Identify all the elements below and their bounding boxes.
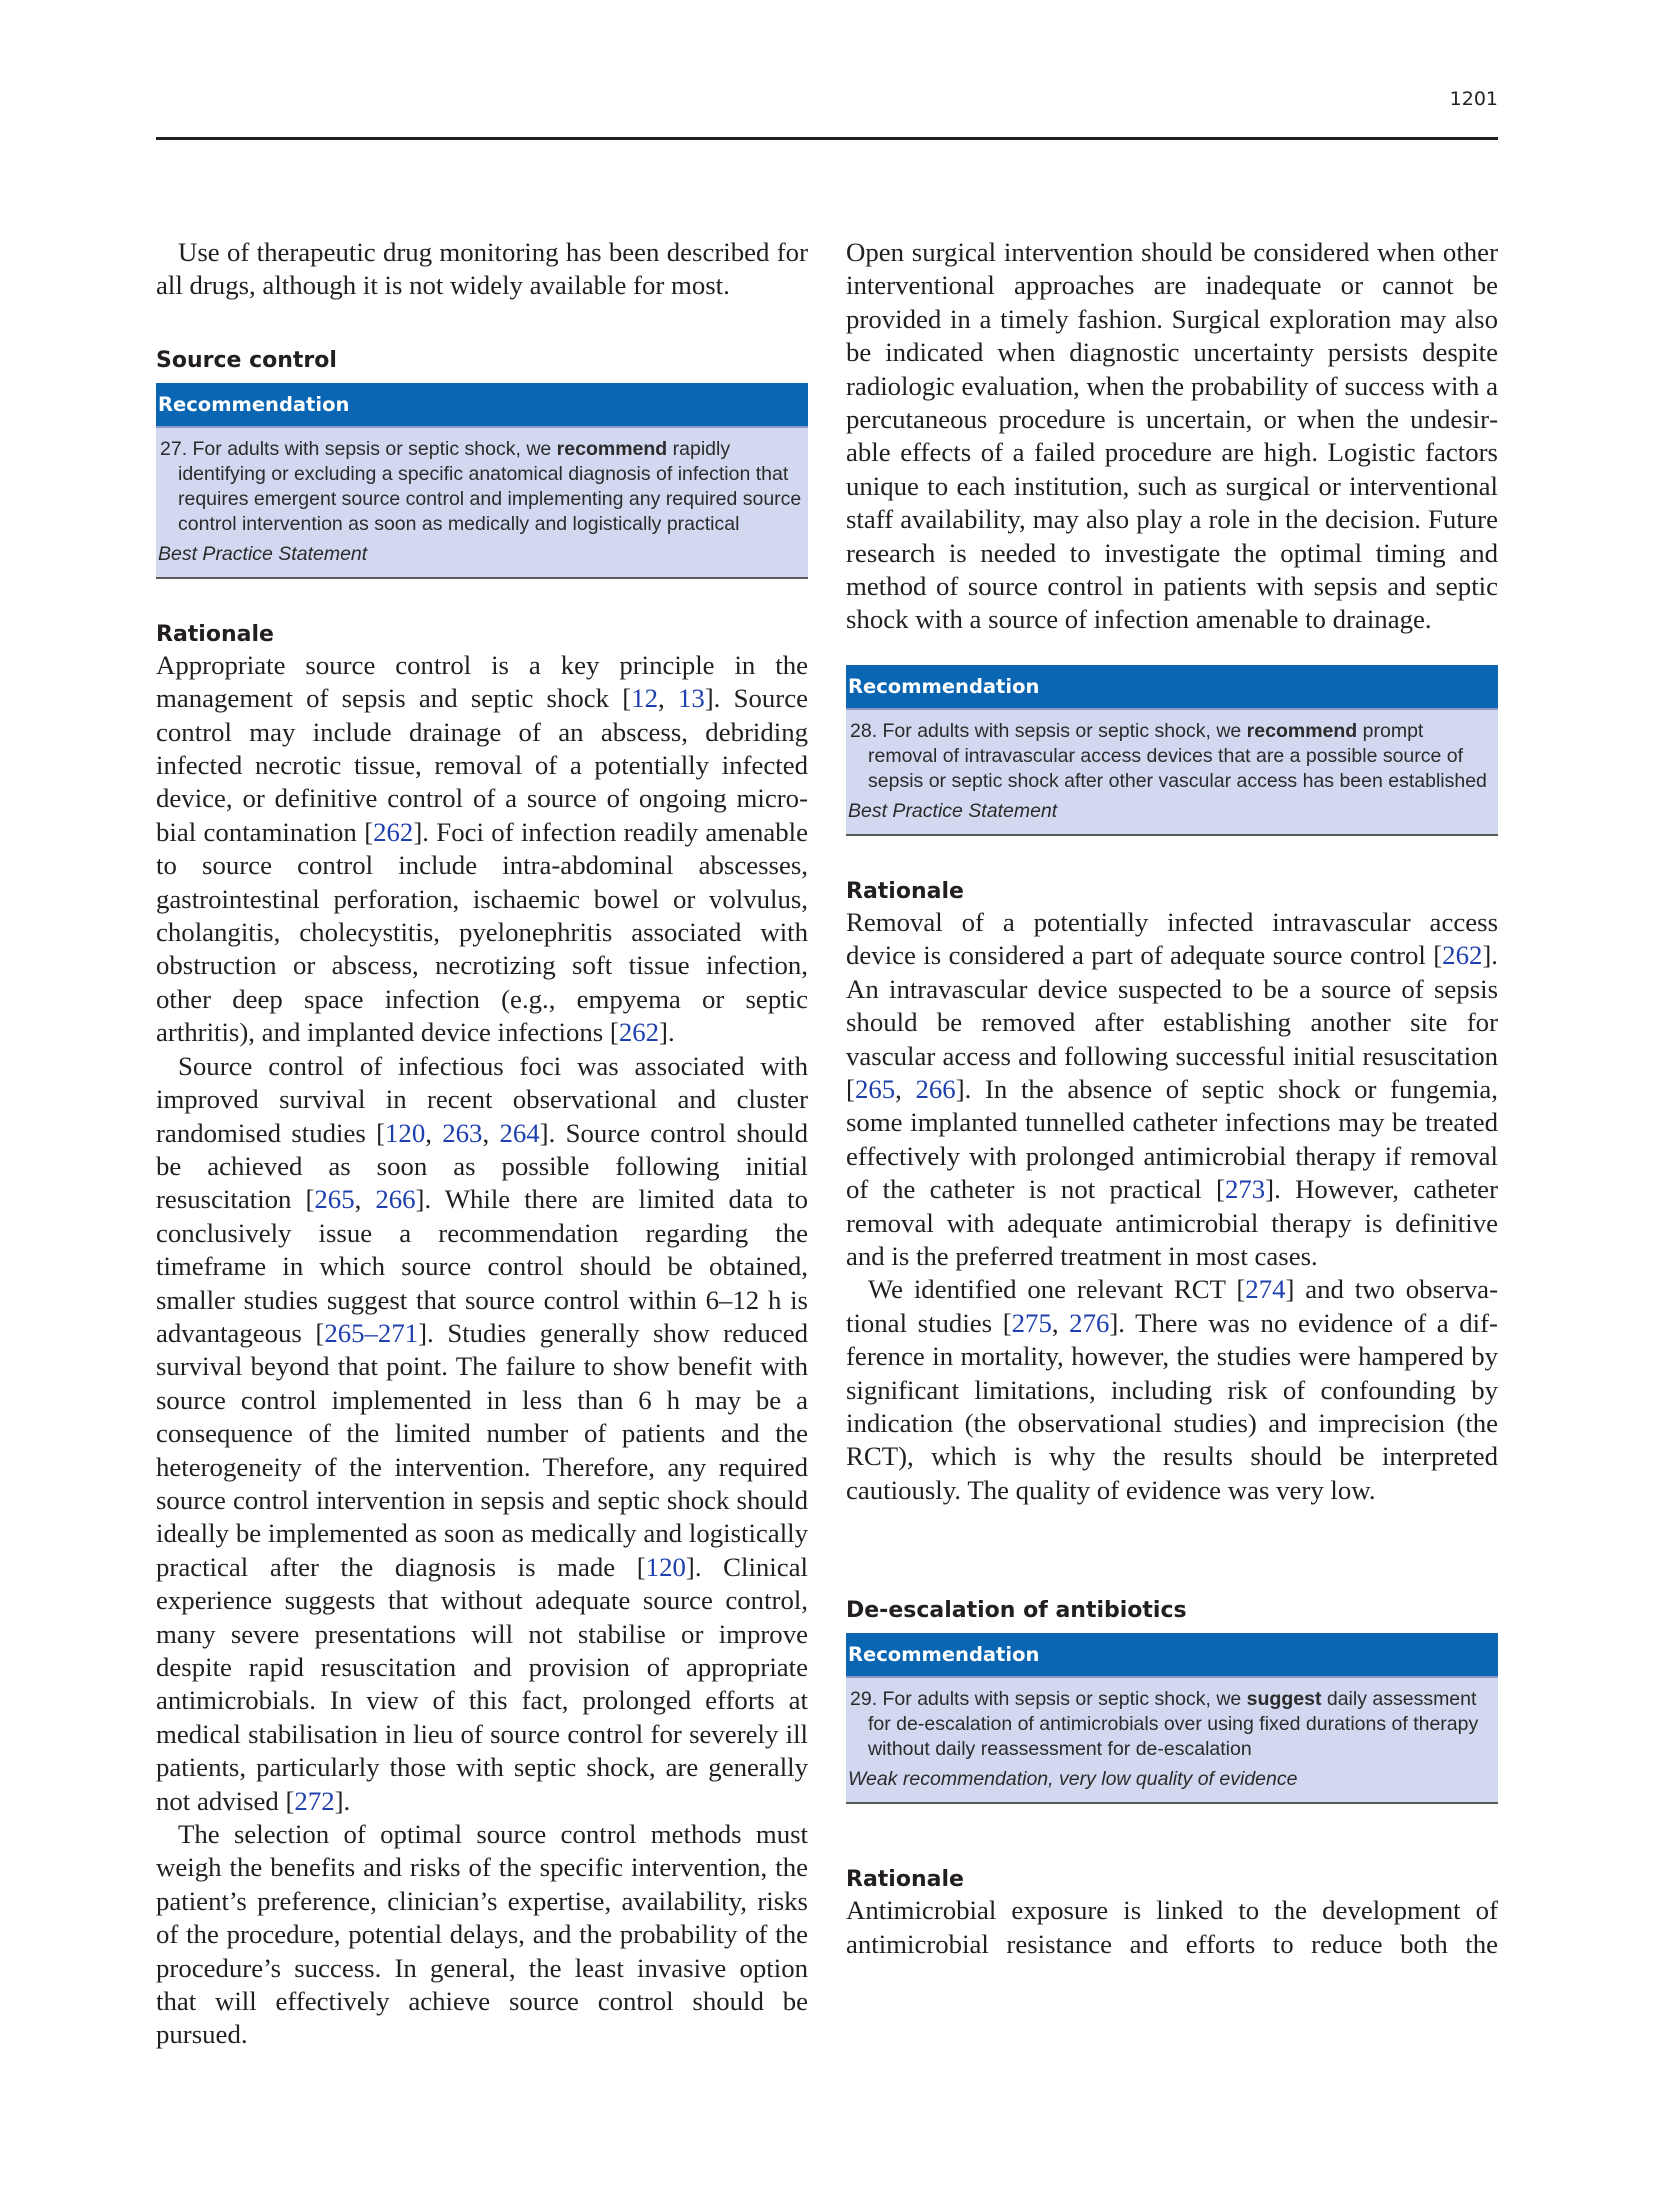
citation-link[interactable]: 12 [631,683,659,714]
left-column [156,236,808,2052]
recommendation-label: Recommendation [846,665,1498,710]
citation-link[interactable]: 263 [442,1117,483,1148]
section-heading-rationale: Rationale [156,621,274,647]
paragraph-rationale-evidence: We identified one relevant RCT [274] and two observational studies [275, 276]. There was no evidence of a difference in mortality, however, the studies were hampered by significant limitations, including risk of confounding by indication (the observational studies) and imprecision (the RCT), which is why the results should be interpreted cautiously. The quality of evidence was very low. [846,1274,1498,1505]
citation-link[interactable]: 120 [645,1551,686,1582]
citation-link[interactable]: 275 [1011,1307,1052,1338]
paragraph-rationale-catheter: Removal of a potentially infected intravascular access device is considered a part of adequate source control [262]. An intravascular device suspected to be a source of sepsis should be removed after establishing another site for vascular access and following successful initial resuscitation [265, 266]. In the absence of septic shock or fungemia, some implanted tunnelled catheter infections may be treated effectively with prolonged antimicrobial therapy if removal of the catheter is not practical [273]. However, catheter removal with adequate antimicrobial therapy is definitive and is the preferred treatment in most cases. [846,906,1498,1271]
citation-link[interactable]: 262 [1442,940,1483,971]
recommendation-grade-27: Best Practice Statement [158,542,368,565]
citation-link[interactable]: 265–271 [324,1317,419,1348]
section-heading-rationale: Rationale [846,1867,964,1893]
citation-link[interactable]: 272 [294,1785,335,1816]
paragraph-rationale-3: The selection of optimal source control methods must weigh the benefits and risks of the specific intervention, the patient’s preference, clinician’s expertise, availability, risks of the procedure, potential delays, and the probability of the procedure’s success. In general, the least invasive option that will effectively achieve source control should be pursued. [156,1819,808,2050]
recommendation-label: Recommendation [846,1633,1498,1678]
recommendation-text-28: 28. For adults with sepsis or septic shock, we recommend prompt removal of intravascular access devices that are a possible source of sepsis or septic shock after other vascular access has been established [850,719,1487,792]
strength-word: suggest [1246,1688,1322,1711]
paragraph-rationale-1: Appropriate source control is a key principle in the management of sepsis and septic shock [12, 13]. Source control may include drainage of an abscess, debriding infected necrotic tissue, removal of a potentially infected device, or definitive control of a source of ongoing microbial contamination [262]. Foci of infection readily amenable to source control include intra-abdominal abscesses, gastrointestinal perforation, ischaemic bowel or volvulus, cholangitis, cholecystitis, pyelonephritis associated with obstruction or abscess, necrotizing soft tissue infection, other deep space infection (e.g., empyema or septic arthritis), and implanted device infections [262]. [156,649,808,1048]
paragraph-rationale-antimicrobial: Antimicrobial exposure is linked to the development of antimicrobial resistance and efforts to reduce both the [846,1895,1498,1959]
citation-link[interactable]: 266 [375,1184,416,1215]
right-column [846,236,1498,1961]
recommendation-box-28 [846,665,1498,836]
recommendation-grade-29: Weak recommendation, very low quality of evidence [848,1768,1298,1791]
citation-link[interactable]: 276 [1069,1307,1110,1338]
section-heading-rationale: Rationale [846,878,964,904]
citation-link[interactable]: 120 [385,1117,426,1148]
citation-link[interactable]: 273 [1224,1174,1266,1205]
recommendation-label: Recommendation [156,383,808,428]
strength-word: recommend [556,437,668,460]
paragraph-rationale-2: Source control of infectious foci was associated with improved survival in recent observational and cluster randomised studies [120, 263, 264]. Source control should be achieved as soon as possible following initial resuscitation [265, 266]. While there are limited data to conclusively issue a recommendation regarding the timeframe in which source control should be obtained, smaller studies suggest that source control within 6–12 h is advantageous [265–271]. Studies generally show reduced survival beyond that point. The failure to show benefit with source control implemented in less than 6 h may be a consequence of the limited number of patients and the heterogeneity of the intervention. Therefore, any required source control intervention in sepsis and septic shock should ideally be implemented as soon as medically and logistically practical after the diagnosis is made [120]. Clinical experience suggests that without adequate source control, many severe presentations will not stabilise or improve despite rapid resuscitation and provision of appropriate antimicrobials. In view of this fact, prolonged efforts at medical stabilisation in lieu of source control for severely ill patients, particularly those with septic shock, are generally not advised [272]. [156,1050,809,1816]
section-heading-source-control: Source control [156,347,337,373]
header-rule [156,137,1498,140]
recommendation-text-27: 27. For adults with sepsis or septic shock, we recommend rapidly identifying or excluding a specific anatomical diagnosis of infection that requires emergent source control and implementing any required source control intervention as soon as medically and logistically practical [160,437,802,535]
recommendation-box-29 [846,1633,1498,1804]
citation-link[interactable]: 266 [915,1073,956,1104]
citation-link[interactable]: 265 [854,1073,896,1104]
citation-link[interactable]: 13 [677,683,705,714]
strength-word: recommend [1246,719,1358,742]
citation-link[interactable]: 262 [618,1017,660,1048]
paragraph-tdm: Use of therapeutic drug monitoring has been described for all drugs, although it is not widely available for most. [156,237,808,301]
citation-link[interactable]: 262 [373,816,414,847]
paragraph-open-surgical: Open surgical intervention should be considered when other interventional approaches are inadequate or cannot be provided in a timely fashion. Surgical exploration may also be indicated when diagnostic uncertainty persists despite radiologic evaluation, when the probability of success with a percutaneous procedure is uncertain, or when the undesirable effects of a failed procedure are high. Logistic factors unique to each institution, such as surgical or interventional staff availability, may also play a role in the decision. Future research is needed to investigate the optimal timing and method of source control in patients with sepsis and septic shock with a source of infection amenable to drainage. [846,237,1498,635]
citation-link[interactable]: 265 [314,1184,355,1215]
citation-link[interactable]: 274 [1245,1274,1286,1305]
recommendation-text-29: 29. For adults with sepsis or septic shock, we suggest daily assessment for de-escalation of antimicrobials over using fixed durations of therapy without daily reassessment for de-escalation [850,1688,1479,1761]
recommendation-box-27 [156,383,808,579]
page-number: 1201 [1449,88,1498,110]
citation-link[interactable]: 264 [499,1117,540,1148]
recommendation-grade-28: Best Practice Statement [848,799,1058,822]
section-heading-de-escalation: De-escalation of antibiotics [846,1598,1187,1624]
